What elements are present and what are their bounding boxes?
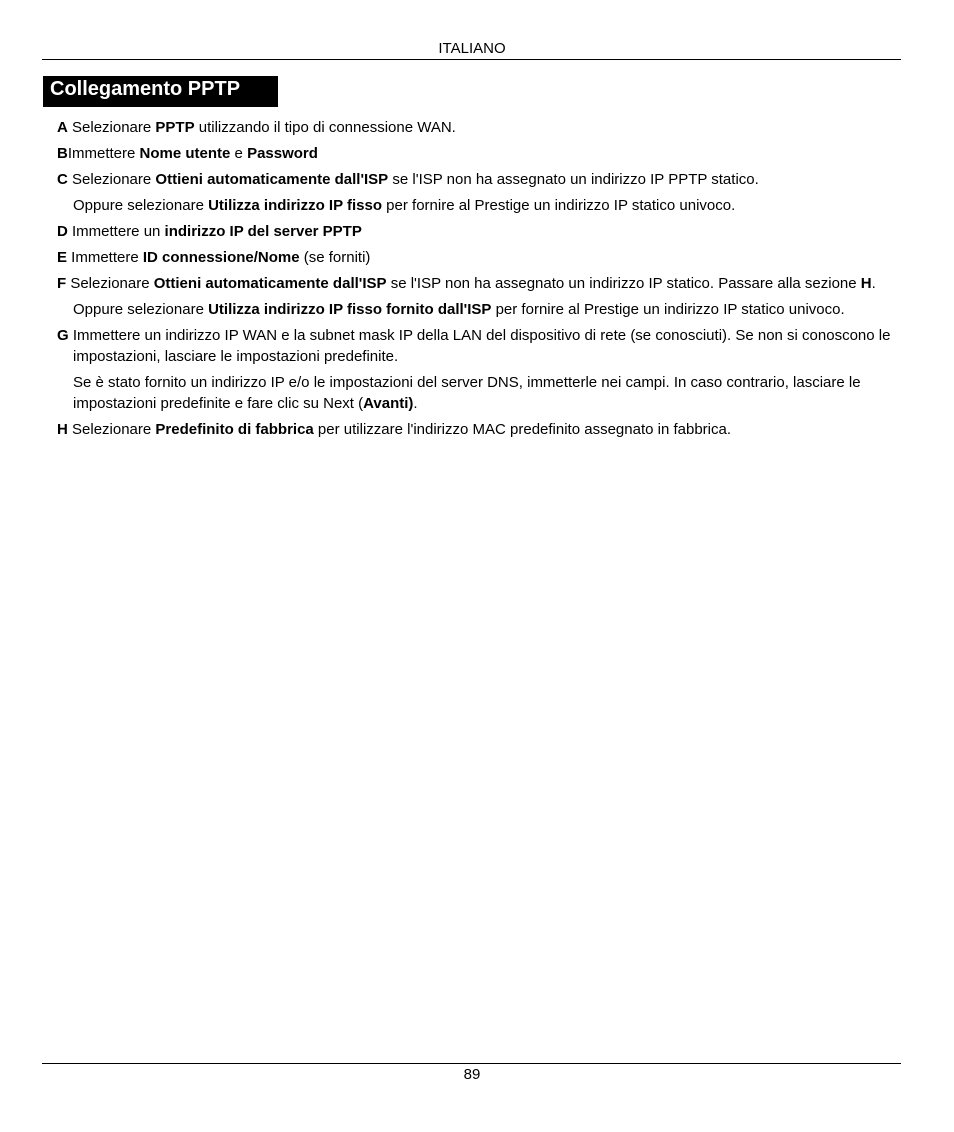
step-letter: C xyxy=(57,171,68,188)
step-e: E Immettere ID connessione/Nome (se forniti) xyxy=(57,249,371,266)
step-c: C Selezionare Ottieni automaticamente dall'ISP se l'ISP non ha assegnato un indirizzo IP PPTP statico. xyxy=(57,171,759,188)
step-letter: F xyxy=(57,275,67,292)
step-g: G Immettere un indirizzo IP WAN e la subnet mask IP della LAN del dispositivo di rete (se conosciuti). Se non si conoscono le impostazioni, lasciare le impostazioni predefinite. xyxy=(57,327,891,365)
step-letter: B xyxy=(57,145,68,162)
header-rule xyxy=(42,59,901,60)
header-language: ITALIANO xyxy=(438,40,506,57)
step-letter: E xyxy=(57,249,68,266)
step-f: F Selezionare Ottieni automaticamente dall'ISP se l'ISP non ha assegnato un indirizzo IP statico. Passare alla sezione H. xyxy=(57,275,876,292)
step-letter: D xyxy=(57,223,68,240)
footer-rule xyxy=(42,1063,901,1064)
step-letter: A xyxy=(57,119,68,136)
step-b: BImmettere Nome utente e Password xyxy=(57,145,318,162)
page-number: 89 xyxy=(463,1066,481,1083)
step-h: H Selezionare Predefinito di fabbrica per utilizzare l'indirizzo MAC predefinito assegnato in fabbrica. xyxy=(57,421,731,438)
step-g-alternative: Se è stato fornito un indirizzo IP e/o le impostazioni del server DNS, immetterle nei campi. In caso contrario, lasciare le impostazioni predefinite e fare clic su Next (Avanti). xyxy=(73,374,861,412)
step-d: D Immettere un indirizzo IP del server PPTP xyxy=(57,223,362,240)
step-a: A Selezionare PPTP utilizzando il tipo di connessione WAN. xyxy=(57,119,456,136)
step-f-alternative: Oppure selezionare Utilizza indirizzo IP fisso fornito dall'ISP per fornire al Prestige un indirizzo IP statico univoco. xyxy=(73,301,845,318)
step-c-alternative: Oppure selezionare Utilizza indirizzo IP fisso per fornire al Prestige un indirizzo IP statico univoco. xyxy=(73,197,736,214)
section-title: Collegamento PPTP xyxy=(43,76,278,107)
step-letter: H xyxy=(57,421,68,438)
instructions xyxy=(57,117,902,445)
step-letter: G xyxy=(57,327,69,344)
